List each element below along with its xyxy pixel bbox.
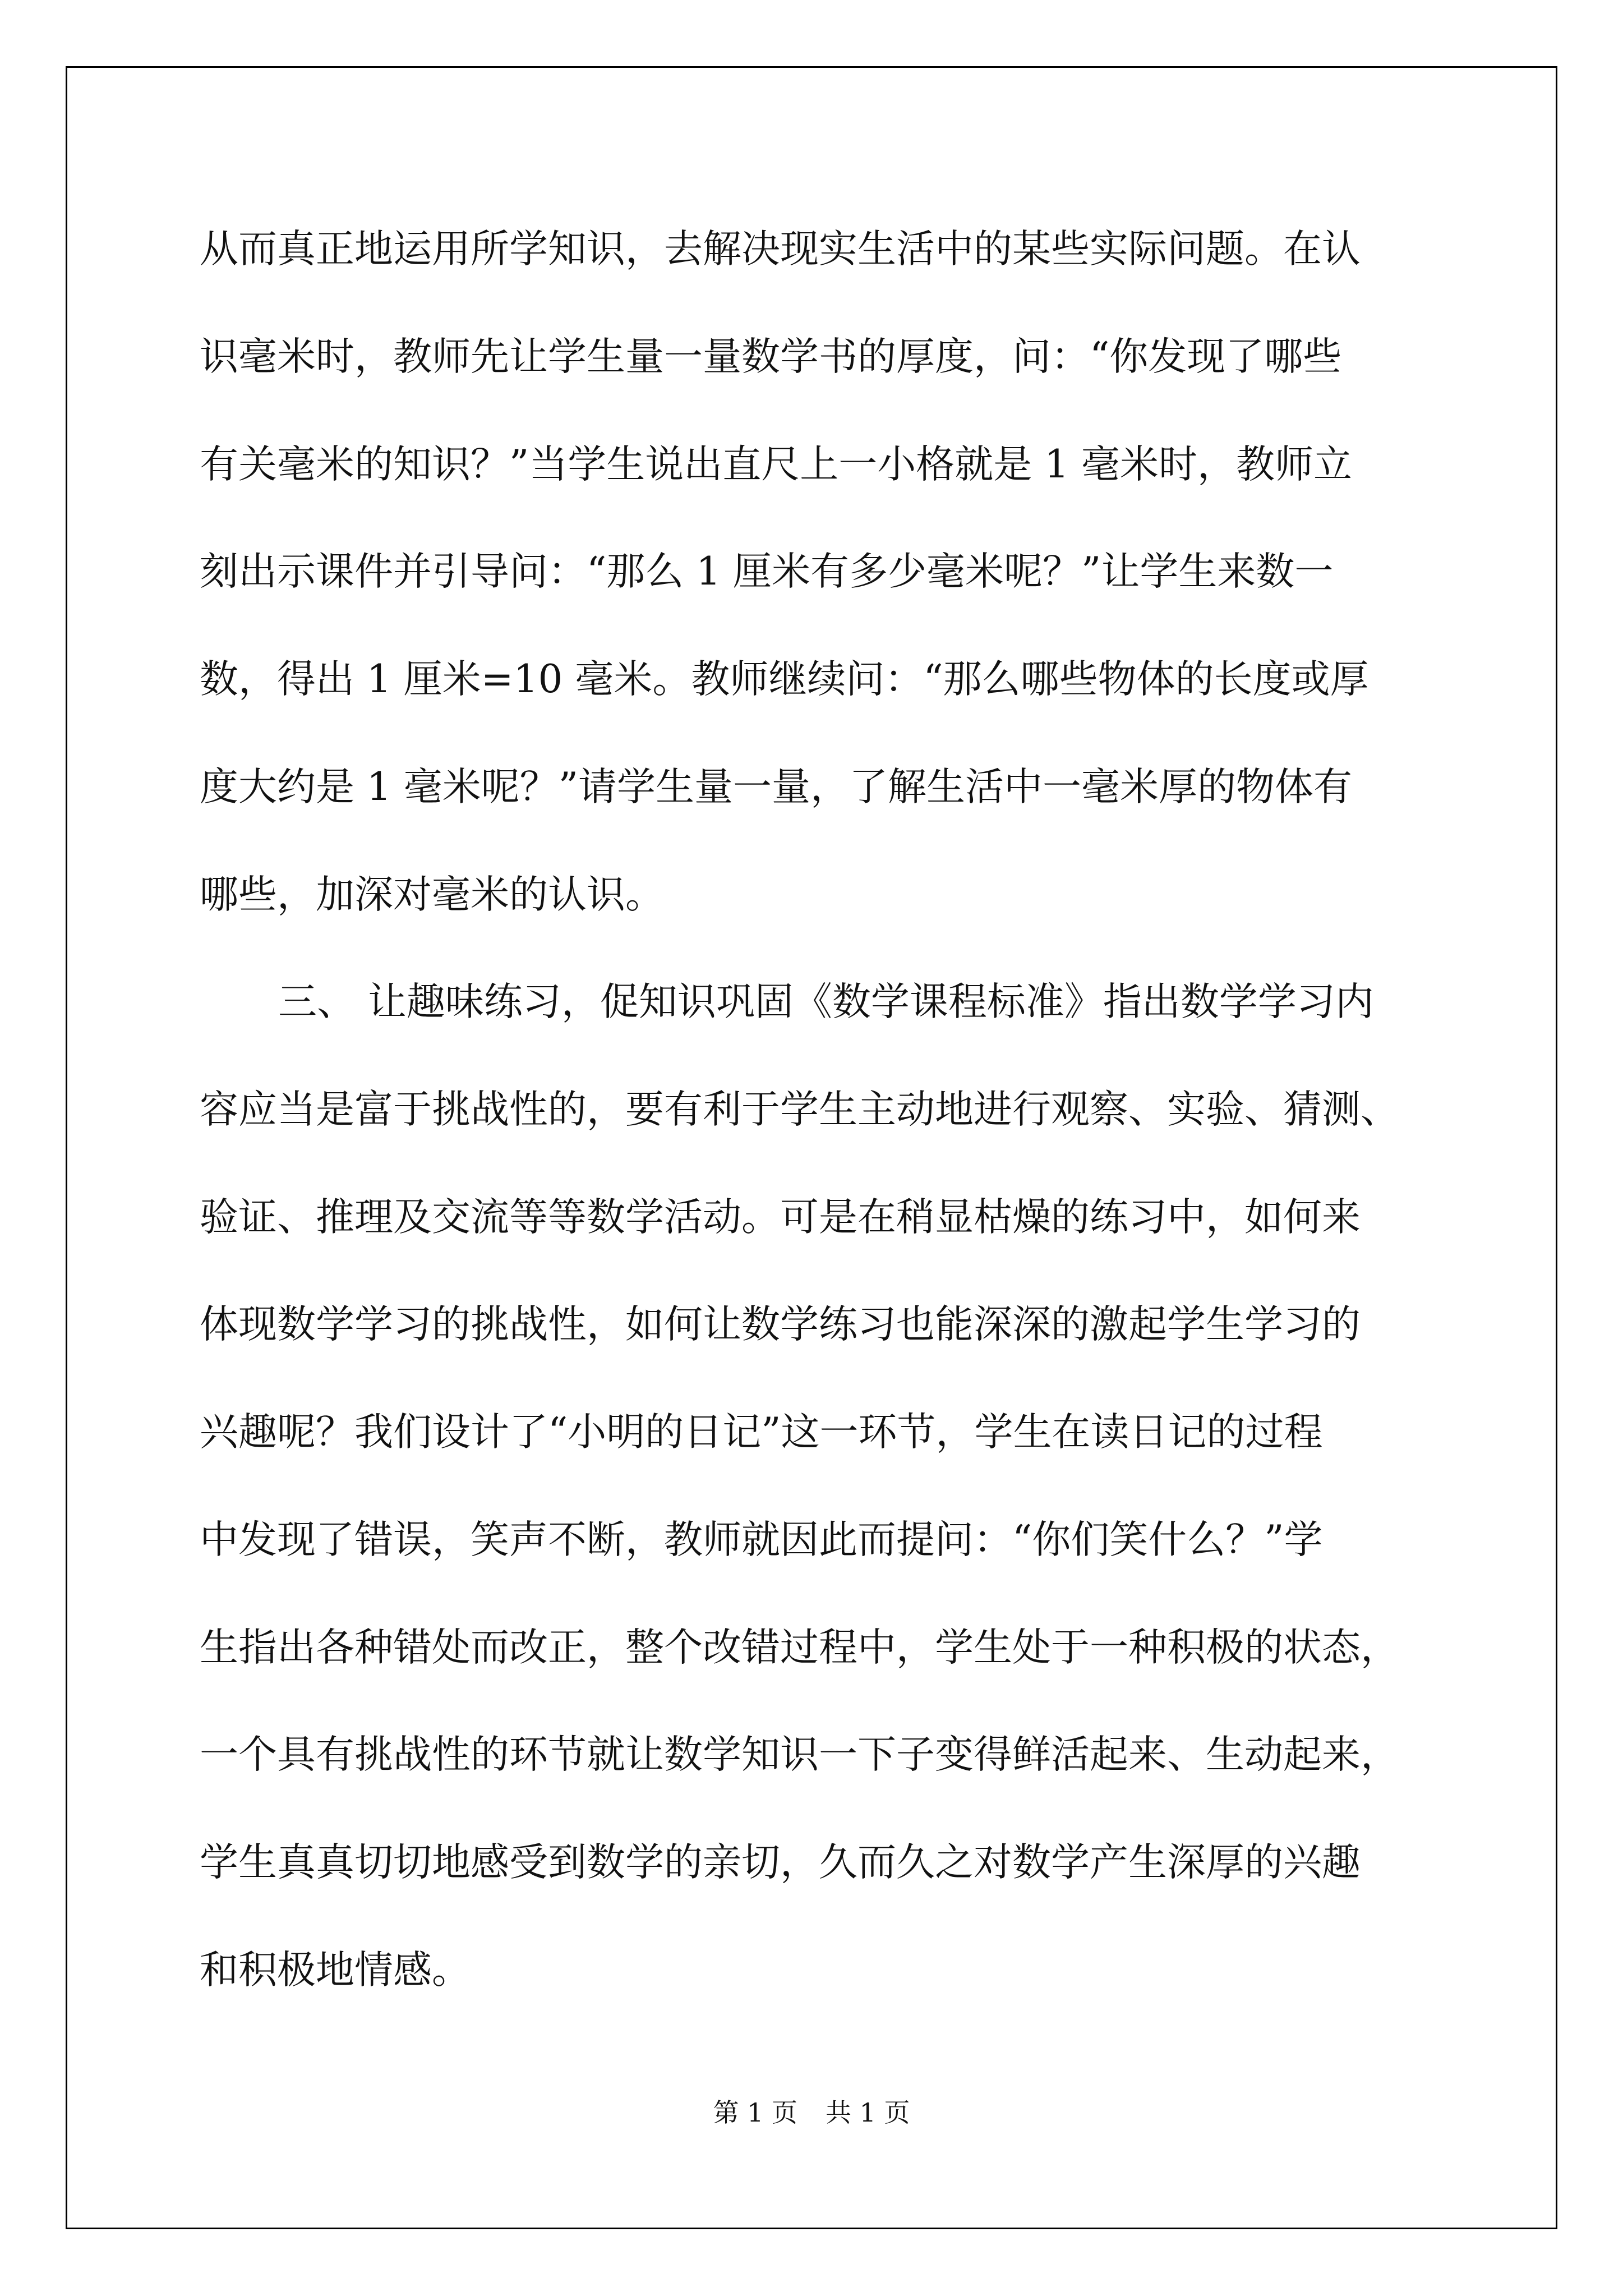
paragraph-line: 一个具有挑战性的环节就让数学知识一下子变得鲜活起来、生动起来， bbox=[200, 1732, 1399, 1777]
paragraph-line: 学生真真切切地感受到数学的亲切，久而久之对数学产生深厚的兴趣 bbox=[200, 1840, 1361, 1885]
paragraph-line: 兴趣呢？我们设计了“小明的日记”这一环节，学生在读日记的过程 bbox=[200, 1410, 1323, 1455]
page-number-total: 共 1 页 bbox=[826, 2097, 910, 2128]
paragraph-line: 识毫米时，教师先让学生量一量数学书的厚度，问：“你发现了哪些 bbox=[200, 334, 1342, 379]
paragraph-line: 验证、推理及交流等等数学活动。可是在稍显枯燥的练习中，如何来 bbox=[200, 1195, 1361, 1240]
paragraph-line: 中发现了错误，笑声不断，教师就因此而提问：“你们笑什么？”学 bbox=[200, 1517, 1323, 1562]
paragraph-line: 容应当是富于挑战性的，要有利于学生主动地进行观察、实验、猜测、 bbox=[200, 1087, 1399, 1132]
paragraph-line: 哪些，加深对毫米的认识。 bbox=[200, 872, 664, 917]
page-number-current: 第 1 页 bbox=[713, 2097, 797, 2128]
page-footer bbox=[0, 2096, 1623, 2129]
paragraph-line: 和积极地情感。 bbox=[200, 1948, 471, 1993]
paragraph-line: 数，得出 1 厘米=10 毫米。教师继续问：“那么哪些物体的长度或厚 bbox=[200, 657, 1369, 702]
paragraph-line: 体现数学学习的挑战性，如何让数学练习也能深深的激起学生学习的 bbox=[200, 1302, 1361, 1347]
paragraph-line: 从而真正地运用所学知识，去解决现实生活中的某些实际问题。在认 bbox=[200, 227, 1361, 272]
paragraph-line: 有关毫米的知识？”当学生说出直尺上一小格就是 1 毫米时，教师立 bbox=[200, 442, 1353, 487]
paragraph-line: 刻出示课件并引导问：“那么 1 厘米有多少毫米呢？”让学生来数一 bbox=[200, 549, 1334, 594]
paragraph-line: 生指出各种错处而改正，整个改错过程中，学生处于一种积极的状态， bbox=[200, 1625, 1399, 1670]
page-border bbox=[66, 66, 1557, 2229]
section-heading-line: 三、 让趣味练习，促知识巩固《数学课程标准》指出数学学习内 bbox=[278, 979, 1374, 1024]
paragraph-line: 度大约是 1 毫米呢？”请学生量一量，了解生活中一毫米厚的物体有 bbox=[200, 765, 1353, 809]
